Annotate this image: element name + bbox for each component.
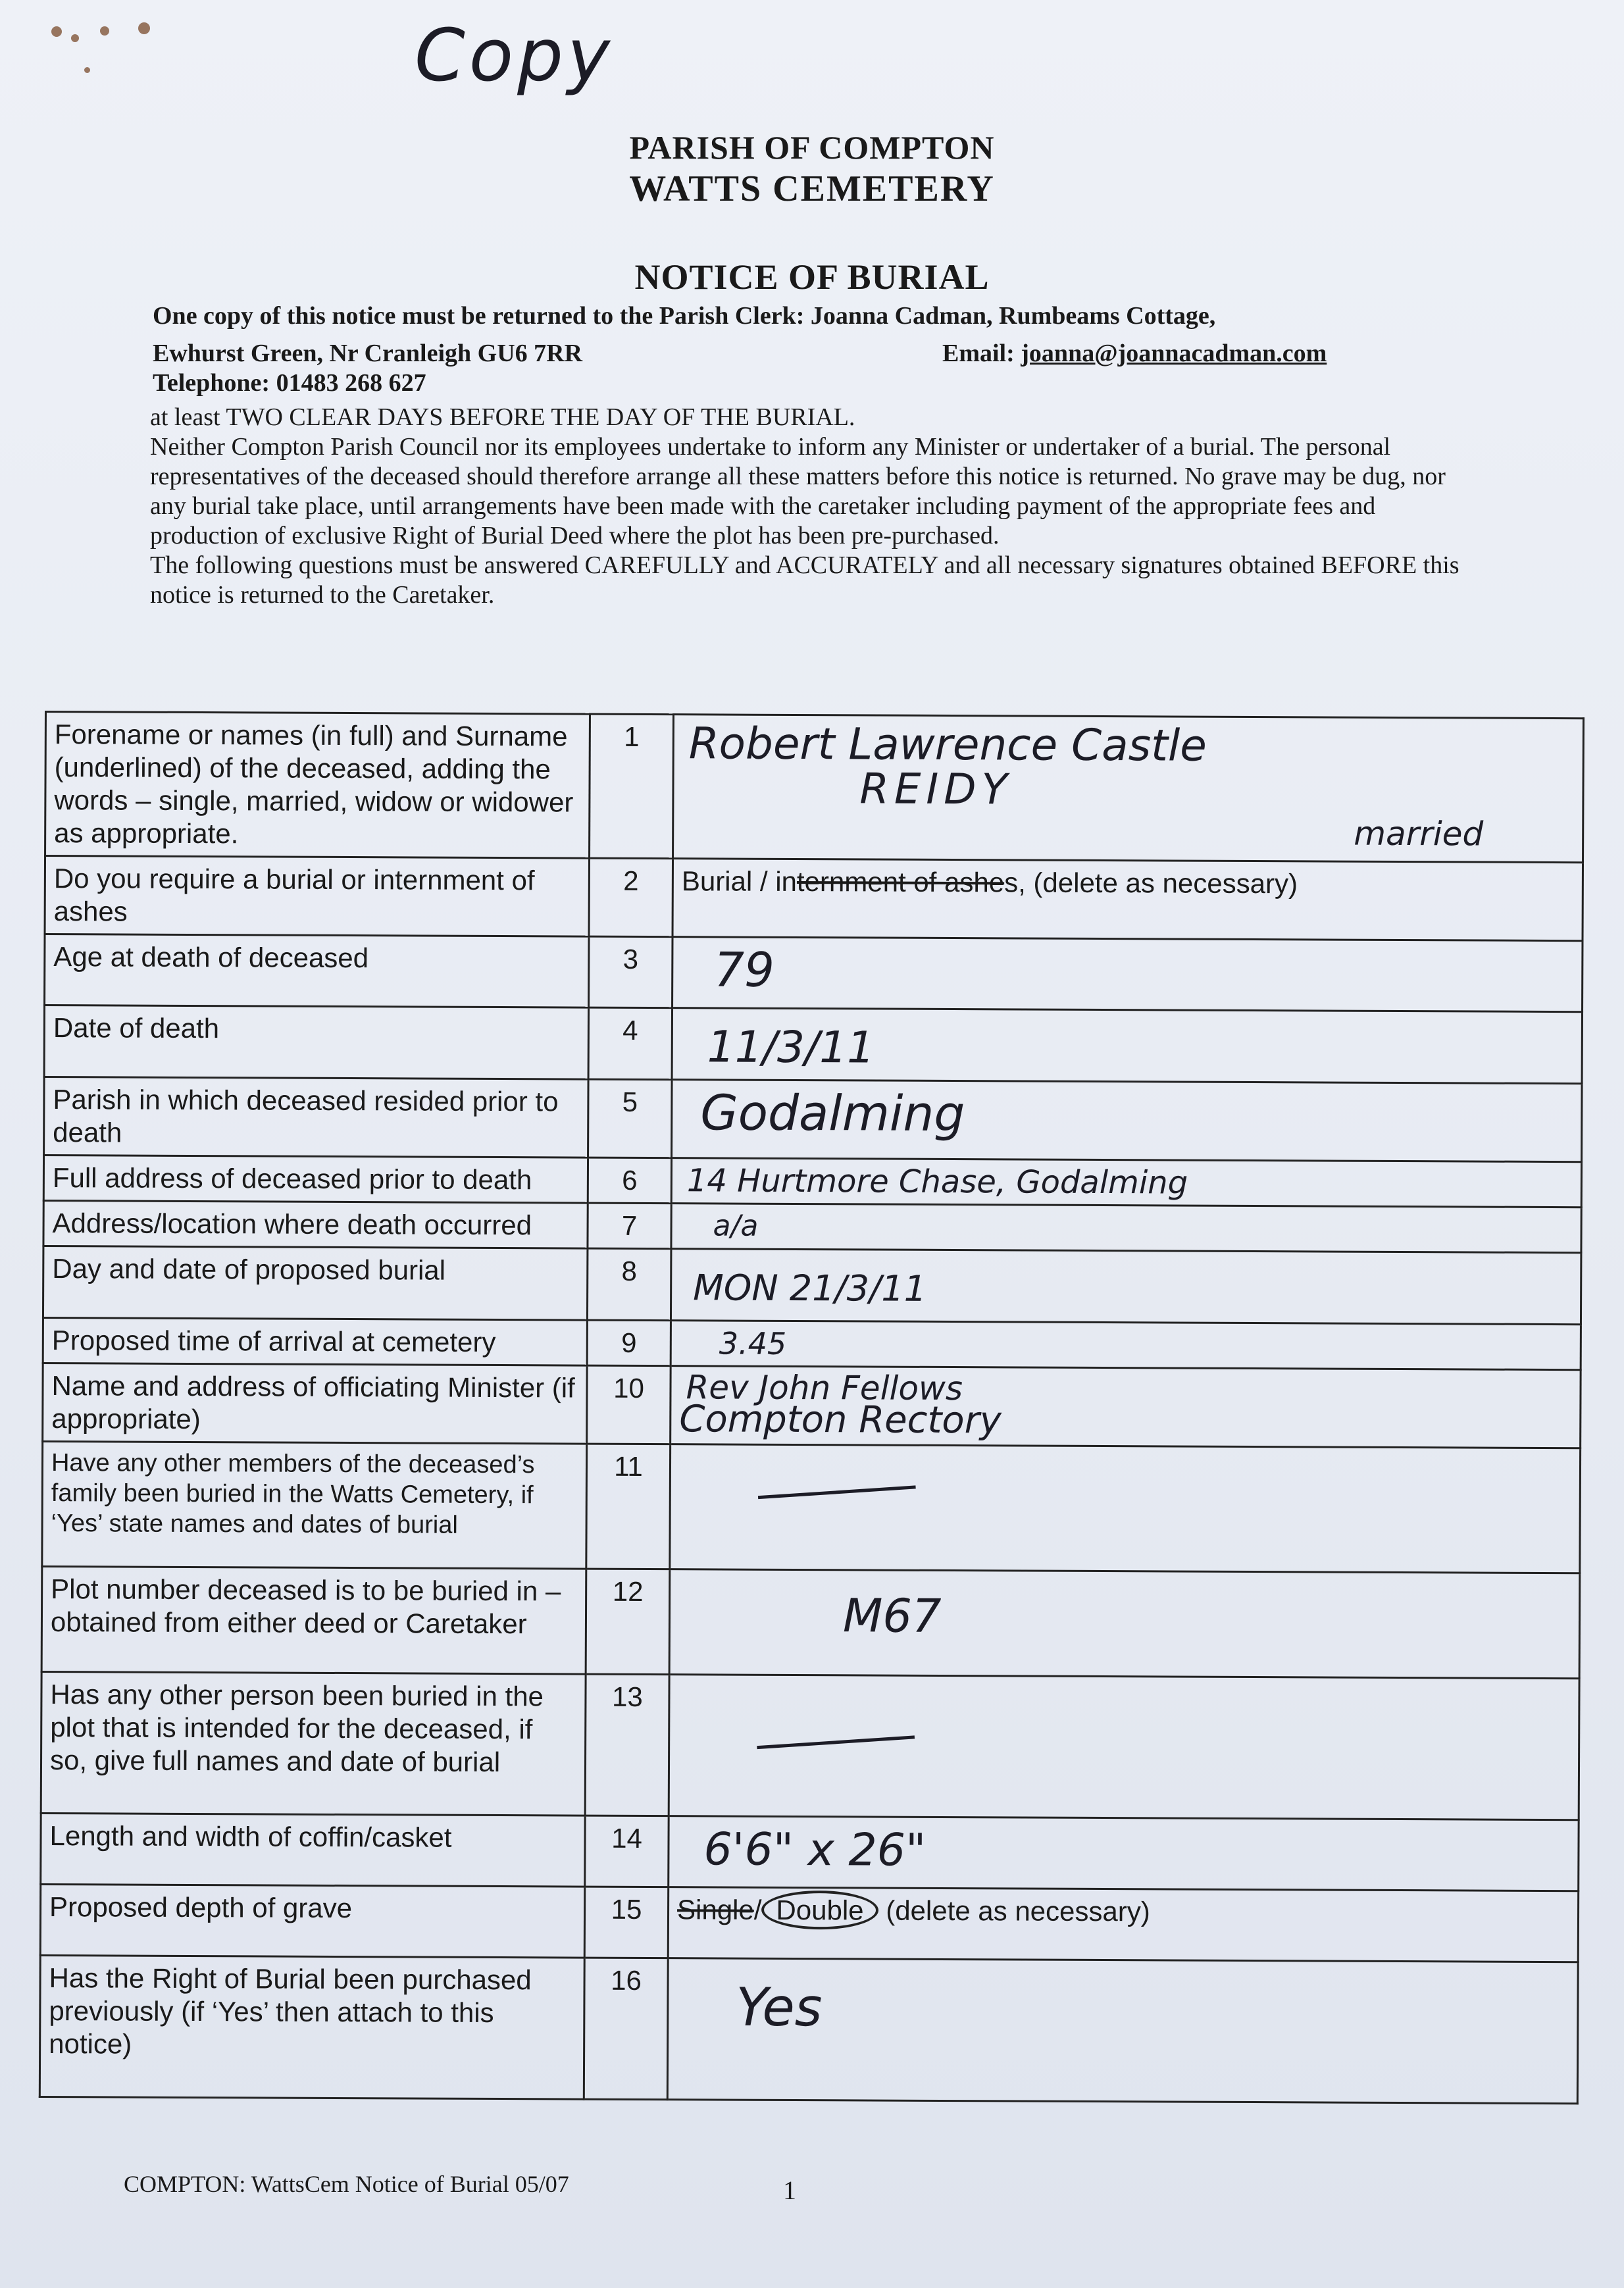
answer-cell[interactable] xyxy=(669,1569,1580,1679)
rust-stain xyxy=(100,26,109,36)
table-row xyxy=(42,1441,1581,1573)
answer-minister-name: Rev John Fellows xyxy=(686,1368,963,1408)
table-row xyxy=(39,1955,1578,2103)
footer-reference: COMPTON: WattsCem Notice of Burial 05/07 xyxy=(124,2171,569,2197)
question-cell: Parish in which deceased resided prior to death xyxy=(44,1077,589,1158)
contact-line-1: One copy of this notice must be returned to the Parish Clerk: Joanna Cadman, Rumbeams Cottage, xyxy=(153,302,1216,330)
question-cell: Address/location where death occurred xyxy=(43,1200,588,1248)
question-cell: Length and width of coffin/casket xyxy=(41,1813,585,1887)
answer-age: 79 xyxy=(714,942,775,998)
question-number: 14 xyxy=(585,1816,669,1887)
answer-dash xyxy=(757,1735,915,1749)
answer-marital-status: married xyxy=(1354,814,1484,853)
question-cell: Proposed depth of grave xyxy=(40,1884,584,1958)
table-row xyxy=(45,856,1583,941)
struck-ashes-option: ternment of ashe xyxy=(796,865,1005,898)
table-row xyxy=(43,1200,1581,1252)
answer-cell[interactable] xyxy=(669,1675,1579,1820)
email-link[interactable]: joanna@joannacadman.com xyxy=(1021,340,1327,367)
table-row xyxy=(41,1813,1579,1891)
question-number: 4 xyxy=(588,1007,672,1080)
notice-title: NOTICE OF BURIAL xyxy=(634,257,990,297)
parish-heading: PARISH OF COMPTON xyxy=(629,129,995,166)
question-number: 5 xyxy=(588,1079,672,1158)
question-cell: Proposed time of arrival at cemetery xyxy=(43,1317,587,1365)
answer-coffin-size: 6'6" x 26" xyxy=(703,1823,926,1877)
answer-surname: REIDY xyxy=(859,765,1013,815)
question-number: 13 xyxy=(585,1674,669,1816)
burial-option: Burial / in xyxy=(681,865,798,897)
table-row xyxy=(43,1246,1581,1324)
answer-cell[interactable] xyxy=(667,1958,1578,2104)
answer-plot-number: M67 xyxy=(842,1589,942,1643)
question-number: 6 xyxy=(588,1157,671,1204)
question-number: 2 xyxy=(589,858,673,937)
answer-cell[interactable] xyxy=(673,715,1584,863)
table-row xyxy=(43,1317,1581,1369)
answer-cell[interactable] xyxy=(671,1321,1581,1370)
table-row xyxy=(43,1363,1581,1448)
handwritten-copy-mark: Copy xyxy=(415,13,615,97)
answer-cell[interactable] xyxy=(670,1444,1581,1573)
question-number: 16 xyxy=(584,1958,668,2100)
question-number: 11 xyxy=(586,1444,671,1569)
answer-cell[interactable] xyxy=(671,1204,1581,1253)
question-number: 8 xyxy=(587,1248,671,1321)
answer-forenames: Robert Lawrence Castle xyxy=(688,718,1207,771)
table-row xyxy=(43,1156,1581,1208)
struck-single-option: Single xyxy=(676,1894,754,1925)
contact-email-line xyxy=(942,339,1327,368)
answer-full-address: 14 Hurtmore Chase, Godalming xyxy=(686,1162,1188,1202)
table-row xyxy=(41,1671,1579,1819)
intro-text xyxy=(150,403,1479,610)
rust-stain xyxy=(51,26,62,37)
intro-paragraph: Neither Compton Parish Council nor its employees undertake to inform any Minister or undertaker of a burial. The personal representatives of the deceased should therefore arrange all these matters before this notice is returned. No grave may be dug, nor any burial take place, until arrangements have been made with the caretaker including payment of the appropriate fees and production of exclusive Right of Burial Deed where the plot has been pre-purchased. xyxy=(150,433,1446,549)
question-cell: Full address of deceased prior to death xyxy=(43,1156,588,1204)
answer-cell[interactable] xyxy=(671,1366,1581,1448)
email-label: Email: xyxy=(942,340,1021,367)
answer-cell[interactable] xyxy=(668,1887,1578,1962)
contact-telephone: Telephone: 01483 268 627 xyxy=(153,369,426,397)
answer-cell[interactable] xyxy=(669,1816,1579,1891)
rust-stain xyxy=(138,22,150,34)
circled-double-option: Double xyxy=(761,1891,878,1930)
question-cell: Name and address of officiating Minister (if appropriate) xyxy=(43,1363,588,1444)
rust-stain xyxy=(71,34,79,42)
answer-cell[interactable] xyxy=(672,937,1583,1012)
delete-note: (delete as necessary) xyxy=(878,1894,1150,1927)
question-number: 3 xyxy=(589,936,672,1008)
question-number: 9 xyxy=(587,1320,671,1366)
question-number: 1 xyxy=(590,714,674,859)
table-row xyxy=(44,1005,1582,1084)
burial-form-table xyxy=(39,711,1585,2104)
delete-note: s, (delete as necessary) xyxy=(1004,867,1298,900)
cemetery-heading: WATTS CEMETERY xyxy=(629,168,995,209)
question-number: 15 xyxy=(584,1887,668,1958)
answer-cell[interactable] xyxy=(672,1080,1583,1162)
table-row xyxy=(44,1077,1582,1162)
answer-minister-address: Compton Rectory xyxy=(679,1398,1002,1442)
answer-cell[interactable] xyxy=(672,1008,1582,1084)
contact-address: Ewhurst Green, Nr Cranleigh GU6 7RR xyxy=(153,340,583,367)
question-cell: Date of death xyxy=(44,1005,588,1080)
question-cell: Do you require a burial or internment of ashes xyxy=(45,856,590,937)
question-cell: Forename or names (in full) and Surname (underlined) of the deceased, adding the words – single, married, widow or widower as appropriate. xyxy=(45,712,590,859)
answer-cell[interactable] xyxy=(671,1249,1581,1325)
table-row xyxy=(45,934,1583,1012)
question-cell: Day and date of proposed burial xyxy=(43,1246,587,1320)
table-row xyxy=(40,1884,1578,1962)
question-cell: Has the Right of Burial been purchased previously (if ‘Yes’ then attach to this notice) xyxy=(39,1955,584,2099)
question-cell: Has any other person been buried in the plot that is intended for the deceased, if so, give full names and date of burial xyxy=(41,1671,586,1816)
answer-right-of-burial: Yes xyxy=(736,1976,823,2039)
answer-cell[interactable] xyxy=(671,1158,1581,1208)
answer-cell[interactable] xyxy=(672,859,1583,941)
intro-paragraph: The following questions must be answered CAREFULLY and ACCURATELY and all necessary signatures obtained BEFORE this notice is returned to the Caretaker. xyxy=(150,551,1459,609)
answer-burial-date: MON 21/3/11 xyxy=(693,1267,927,1309)
answer-parish: Godalming xyxy=(700,1084,965,1143)
table-row xyxy=(41,1566,1580,1678)
question-cell: Age at death of deceased xyxy=(45,934,589,1008)
option-separator: / xyxy=(753,1894,762,1925)
answer-date-of-death: 11/3/11 xyxy=(707,1021,875,1073)
intro-paragraph: at least TWO CLEAR DAYS BEFORE THE DAY OF THE BURIAL. xyxy=(150,403,855,431)
page-number: 1 xyxy=(783,2175,796,2205)
answer-arrival-time: 3.45 xyxy=(719,1325,787,1361)
question-cell: Plot number deceased is to be buried in – obtained from either deed or Caretaker xyxy=(41,1566,586,1674)
table-row xyxy=(45,712,1584,863)
question-number: 10 xyxy=(587,1365,671,1444)
question-number: 12 xyxy=(586,1569,670,1675)
rust-stain xyxy=(84,67,90,73)
answer-death-location: a/a xyxy=(713,1209,759,1243)
question-number: 7 xyxy=(588,1203,671,1249)
answer-dash xyxy=(758,1485,916,1499)
question-cell: Have any other members of the deceased’s family been buried in the Watts Cemetery, if ‘Yes’ state names and dates of burial xyxy=(42,1441,587,1569)
